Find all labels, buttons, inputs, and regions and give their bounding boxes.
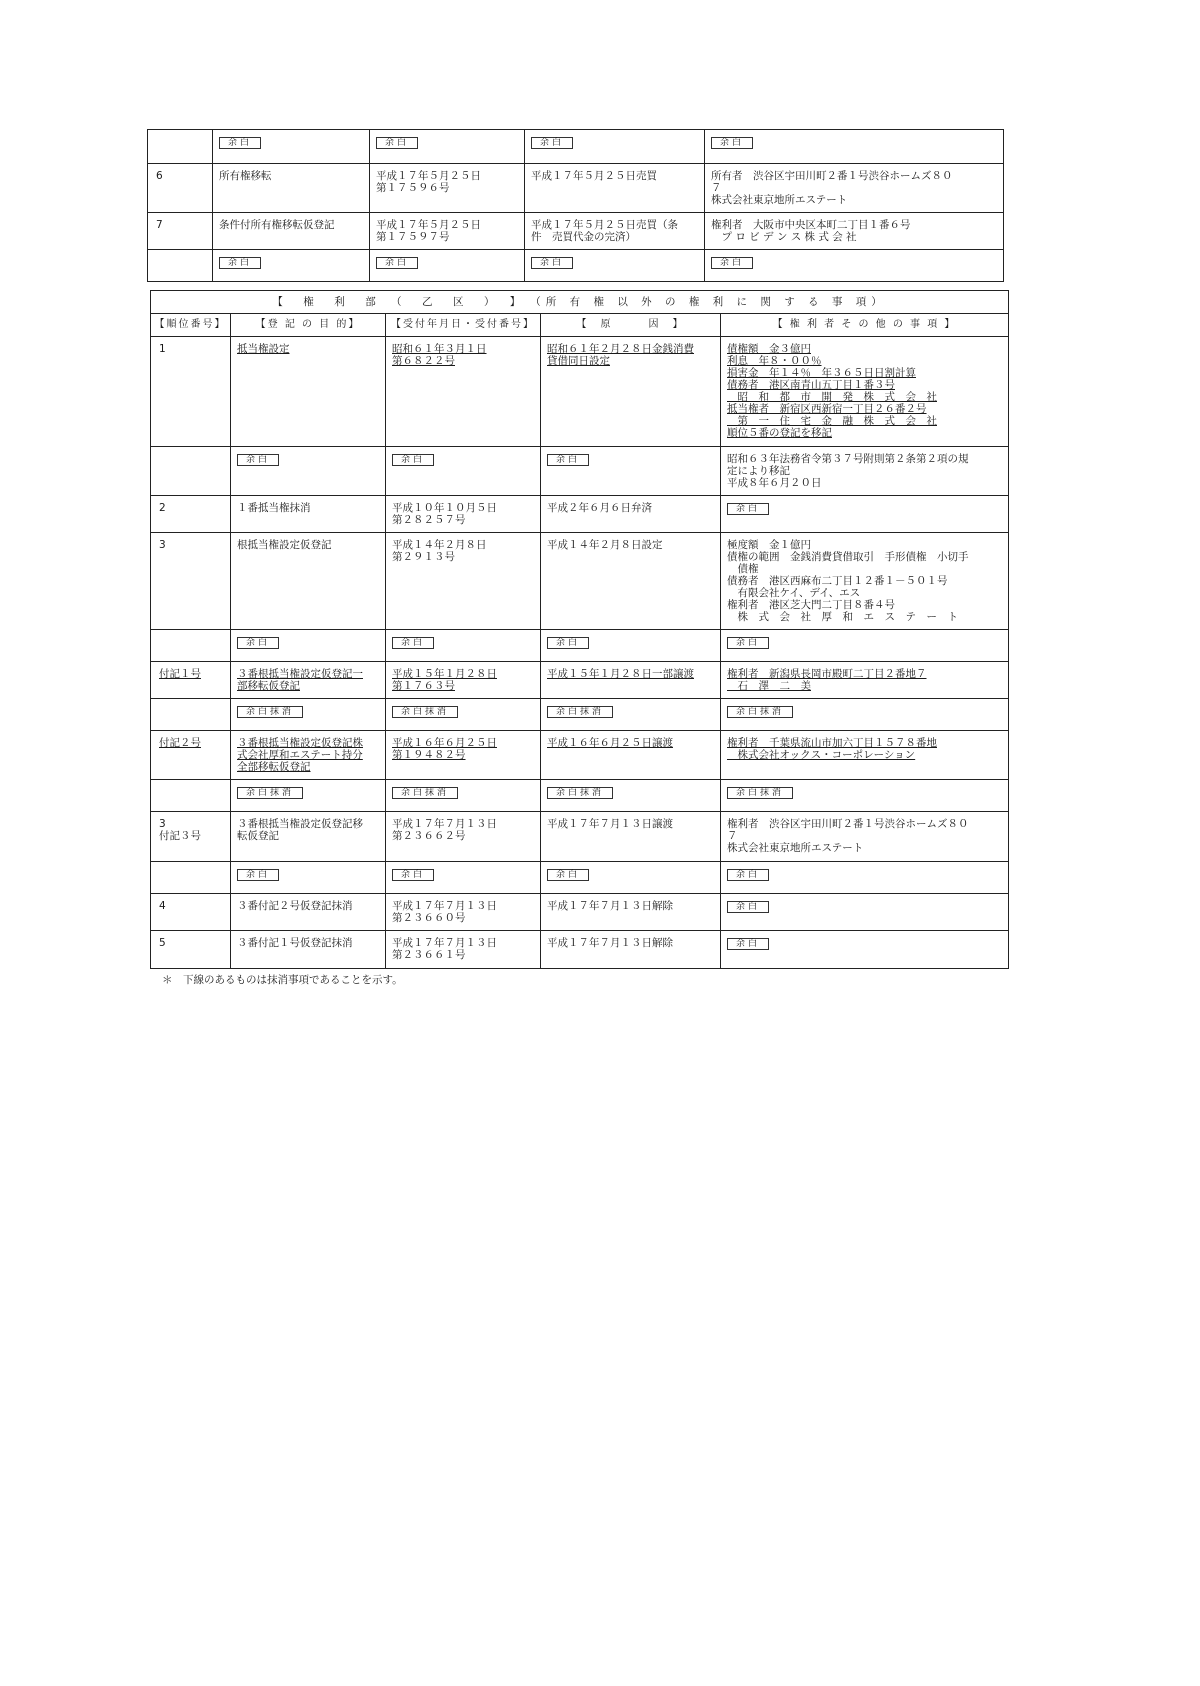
- cell-holder: [721, 862, 1009, 894]
- cell-purpose: [231, 731, 386, 780]
- cell-cause: [541, 496, 721, 533]
- yohaku-box: 余白抹消: [547, 706, 613, 718]
- receipt-text: 平成１４年２月８日 第２９１３号: [392, 539, 487, 563]
- purpose-text: １番抵当権抹消: [237, 502, 311, 514]
- table-row: [151, 894, 1009, 931]
- otsu-title: 【 権 利 部 （ 乙 区 ） 】 （所 有 権 以 外 の 権 利 に 関 す る 事 項）: [151, 291, 1009, 314]
- purpose-text: ３番付記２号仮登記抹消: [237, 900, 353, 912]
- cell-holder: [721, 731, 1009, 780]
- yohaku-box: 余白抹消: [392, 787, 458, 799]
- cell-cause: [541, 699, 721, 731]
- cell-holder: [721, 496, 1009, 533]
- cell-cause: [525, 213, 705, 250]
- cell-purpose: [231, 931, 386, 969]
- cell-rank: [151, 447, 231, 496]
- cell-purpose: [231, 812, 386, 862]
- receipt-text: 平成１７年７月１３日 第２３６６２号: [392, 818, 497, 842]
- cell-rank: [151, 862, 231, 894]
- rank-text: 3: [159, 539, 166, 551]
- cell-rank: [151, 533, 231, 630]
- cell-receipt: [386, 699, 541, 731]
- cause-text: 平成１７年７月１３日解除: [547, 937, 673, 949]
- cell-cause: [541, 630, 721, 662]
- cell-holder: [705, 164, 1004, 213]
- cell-holder: [721, 533, 1009, 630]
- cause-text: 平成１５年１月２８日一部譲渡: [547, 668, 694, 680]
- cell-receipt: [386, 780, 541, 812]
- holder-text: 極度額 金１億円 債権の範囲 金銭消費貸借取引 手形債権 小切手 債権 債務者 港区西麻布二丁目１２番１－５０１号 有限会社ケイ、デイ、エス 権利者 港区芝大門二丁目８番４号 株 式 会 社 厚 和 エ ス テ ー ト: [727, 539, 969, 623]
- cell-receipt: [370, 213, 525, 250]
- cell-receipt: [386, 496, 541, 533]
- cause-text: 平成１４年２月８日設定: [547, 539, 663, 551]
- table-row: [151, 862, 1009, 894]
- cell-cause: [541, 931, 721, 969]
- receipt-text: 平成１７年５月２５日 第１７５９７号: [376, 219, 481, 243]
- table-row: [151, 812, 1009, 862]
- yohaku-box: 余白: [711, 257, 753, 269]
- cell-holder: [721, 337, 1009, 447]
- cell-holder: [705, 250, 1004, 282]
- receipt-text: 昭和６１年３月１日 第６８２２号: [392, 343, 487, 367]
- cell-cause: [525, 164, 705, 213]
- yohaku-box: 余白: [531, 257, 573, 269]
- cell-rank: [151, 731, 231, 780]
- cause-text: 平成２年６月６日弁済: [547, 502, 652, 514]
- cell-holder: [721, 780, 1009, 812]
- rank-text: 付記２号: [159, 737, 201, 749]
- table-row: [151, 780, 1009, 812]
- cell-cause: [525, 250, 705, 282]
- yohaku-box: 余白: [219, 257, 261, 269]
- yohaku-box: 余白: [727, 938, 769, 950]
- table-row: [151, 447, 1009, 496]
- otsu-section-table: [150, 290, 1009, 969]
- yohaku-box: 余白抹消: [392, 706, 458, 718]
- cell-receipt: [386, 447, 541, 496]
- cell-cause: [541, 447, 721, 496]
- table-row: [151, 699, 1009, 731]
- table-row: [148, 130, 1004, 164]
- cell-receipt: [386, 812, 541, 862]
- purpose-text: ３番根抵当権設定仮登記株 式会社厚和エステート持分 全部移転仮登記: [237, 737, 363, 773]
- rank-text: 5: [159, 937, 166, 949]
- cell-holder: [721, 931, 1009, 969]
- yohaku-box: 余白: [531, 137, 573, 149]
- holder-text: 債権額 金３億円 利息 年８・００％ 損害金 年１４％ 年３６５日日割計算 債務者 港区南青山五丁目１番３号 昭 和 都 市 開 発 株 式 会 社 抵当権者 新宿区西新宿一丁目２６番２号 第 一 住 宅 金 融 株 式 会 社 順位５番の登記を移記: [727, 343, 937, 439]
- yohaku-box: 余白抹消: [727, 706, 793, 718]
- cell-receipt: [386, 731, 541, 780]
- yohaku-box: 余白: [376, 137, 418, 149]
- cell-rank: [151, 780, 231, 812]
- cell-rank: [151, 931, 231, 969]
- cell-purpose: [213, 250, 370, 282]
- rank-text: 2: [159, 502, 166, 514]
- cell-holder: [705, 130, 1004, 164]
- yohaku-box: 余白: [376, 257, 418, 269]
- cell-purpose: [231, 862, 386, 894]
- yohaku-box: 余白: [392, 454, 434, 466]
- otsu-title-row: [151, 291, 1009, 314]
- yohaku-box: 余白: [547, 869, 589, 881]
- cell-holder: [721, 894, 1009, 931]
- cell-receipt: [386, 337, 541, 447]
- table-row: [151, 931, 1009, 969]
- yohaku-box: 余白: [219, 137, 261, 149]
- cell-rank: [148, 130, 213, 164]
- receipt-text: 平成１５年１月２８日 第１７６３号: [392, 668, 497, 692]
- cell-holder: [721, 662, 1009, 699]
- holder-text: 権利者 千葉県流山市加六丁目１５７８番地 株式会社オックス・コーポレーション: [727, 737, 937, 761]
- cell-rank: [151, 894, 231, 931]
- rank-text: 7: [156, 219, 163, 231]
- purpose-text: ３番根抵当権設定仮登記移 転仮登記: [237, 818, 363, 842]
- kou-section-table: [147, 129, 1004, 282]
- yohaku-box: 余白: [547, 454, 589, 466]
- cause-text: 平成１７年５月２５日売買（条 件 売買代金の完済）: [531, 219, 678, 243]
- yohaku-box: 余白: [711, 137, 753, 149]
- rank-text: 付記１号: [159, 668, 201, 680]
- table-row: [151, 731, 1009, 780]
- cell-rank: [151, 496, 231, 533]
- cell-rank: [151, 337, 231, 447]
- purpose-text: 所有権移転: [219, 170, 272, 182]
- cell-rank: [151, 699, 231, 731]
- cause-text: 平成１６年６月２５日譲渡: [547, 737, 673, 749]
- cell-purpose: [231, 780, 386, 812]
- cell-cause: [541, 533, 721, 630]
- yohaku-box: 余白: [237, 869, 279, 881]
- cell-cause: [541, 812, 721, 862]
- table-row: [148, 250, 1004, 282]
- receipt-text: 平成１６年６月２５日 第１９４８２号: [392, 737, 497, 761]
- rank-text: 1: [159, 343, 166, 355]
- cell-purpose: [213, 213, 370, 250]
- cell-purpose: [231, 533, 386, 630]
- yohaku-box: 余白: [237, 637, 279, 649]
- cell-cause: [541, 894, 721, 931]
- yohaku-box: 余白: [392, 637, 434, 649]
- cell-purpose: [213, 164, 370, 213]
- yohaku-box: 余白: [727, 901, 769, 913]
- yohaku-box: 余白: [547, 637, 589, 649]
- holder-text: 権利者 新潟県長岡市殿町二丁目２番地７ 石 澤 二 美: [727, 668, 927, 692]
- cell-cause: [541, 862, 721, 894]
- cell-purpose: [231, 496, 386, 533]
- rank-text: 4: [159, 900, 166, 912]
- header-receipt: 【受付年月日・受付番号】: [386, 314, 541, 337]
- header-holder: 【 権 利 者 そ の 他 の 事 項 】: [721, 314, 1009, 337]
- cell-rank: [148, 250, 213, 282]
- cell-holder: [705, 213, 1004, 250]
- yohaku-box: 余白: [727, 637, 769, 649]
- cell-rank: [151, 812, 231, 862]
- receipt-text: 平成１７年７月１３日 第２３６６０号: [392, 900, 497, 924]
- cell-receipt: [370, 130, 525, 164]
- receipt-text: 平成１０年１０月５日 第２８２５７号: [392, 502, 497, 526]
- table-row: [151, 496, 1009, 533]
- cause-text: 平成１７年５月２５日売買: [531, 170, 657, 182]
- table-row: [151, 662, 1009, 699]
- cell-rank: [151, 630, 231, 662]
- cell-receipt: [370, 164, 525, 213]
- purpose-text: 条件付所有権移転仮登記: [219, 219, 335, 231]
- yohaku-box: 余白抹消: [237, 706, 303, 718]
- yohaku-box: 余白抹消: [547, 787, 613, 799]
- yohaku-box: 余白: [237, 454, 279, 466]
- table-row: [151, 337, 1009, 447]
- purpose-text: ３番根抵当権設定仮登記一 部移転仮登記: [237, 668, 363, 692]
- yohaku-box: 余白: [727, 503, 769, 515]
- cell-cause: [525, 130, 705, 164]
- cell-holder: [721, 630, 1009, 662]
- cell-purpose: [231, 630, 386, 662]
- receipt-text: 平成１７年５月２５日 第１７５９６号: [376, 170, 481, 194]
- yohaku-box: 余白抹消: [727, 787, 793, 799]
- cell-holder: [721, 447, 1009, 496]
- header-rank: 【順位番号】: [151, 314, 231, 337]
- purpose-text: 根抵当権設定仮登記: [237, 539, 332, 551]
- table-row: [151, 533, 1009, 630]
- cell-rank: [148, 213, 213, 250]
- cell-rank: [148, 164, 213, 213]
- cell-cause: [541, 780, 721, 812]
- otsu-header-row: [151, 314, 1009, 337]
- purpose-text: 抵当権設定: [237, 343, 290, 355]
- table-row: [148, 164, 1004, 213]
- rank-text: 6: [156, 170, 163, 182]
- cell-purpose: [231, 447, 386, 496]
- purpose-text: ３番付記１号仮登記抹消: [237, 937, 353, 949]
- cell-purpose: [231, 699, 386, 731]
- yohaku-box: 余白抹消: [237, 787, 303, 799]
- cell-receipt: [386, 931, 541, 969]
- holder-text: 所有者 渋谷区宇田川町２番１号渋谷ホームズ８０ ７ 株式会社東京地所エステート: [711, 170, 953, 206]
- cell-purpose: [231, 894, 386, 931]
- cause-text: 昭和６１年２月２８日金銭消費 貸借同日設定: [547, 343, 694, 367]
- receipt-text: 平成１７年７月１３日 第２３６６１号: [392, 937, 497, 961]
- yohaku-box: 余白: [727, 869, 769, 881]
- cell-receipt: [386, 662, 541, 699]
- cause-text: 平成１７年７月１３日解除: [547, 900, 673, 912]
- header-purpose: 【登 記 の 目 的】: [231, 314, 386, 337]
- cell-receipt: [370, 250, 525, 282]
- cell-purpose: [231, 337, 386, 447]
- cell-cause: [541, 731, 721, 780]
- cell-purpose: [231, 662, 386, 699]
- cell-receipt: [386, 533, 541, 630]
- cause-text: 平成１７年７月１３日譲渡: [547, 818, 673, 830]
- cell-cause: [541, 662, 721, 699]
- table-row: [148, 213, 1004, 250]
- rank-text: 3 付記３号: [159, 818, 201, 842]
- table-row: [151, 630, 1009, 662]
- cell-rank: [151, 662, 231, 699]
- cell-receipt: [386, 894, 541, 931]
- cell-holder: [721, 699, 1009, 731]
- cell-receipt: [386, 862, 541, 894]
- header-cause: 【 原 因 】: [541, 314, 721, 337]
- yohaku-box: 余白: [392, 869, 434, 881]
- holder-text: 権利者 渋谷区宇田川町２番１号渋谷ホームズ８０ ７ 株式会社東京地所エステート: [727, 818, 969, 854]
- cell-cause: [541, 337, 721, 447]
- cell-purpose: [213, 130, 370, 164]
- holder-text: 権利者 大阪市中央区本町二丁目１番６号 プ ロ ビ デ ン ス 株 式 会 社: [711, 219, 911, 243]
- holder-text: 昭和６３年法務省令第３７号附則第２条第２項の規 定により移記 平成８年６月２０日: [727, 453, 969, 489]
- cell-holder: [721, 812, 1009, 862]
- cell-receipt: [386, 630, 541, 662]
- footnote: ＊ 下線のあるものは抹消事項であることを示す。: [162, 974, 403, 986]
